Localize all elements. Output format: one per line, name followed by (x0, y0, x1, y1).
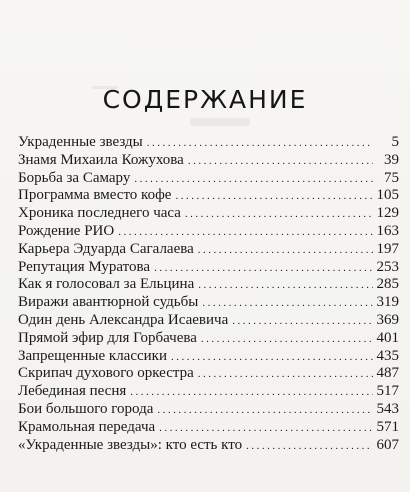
dot-leader (198, 366, 373, 384)
dot-leader (246, 438, 372, 456)
page-title: СОДЕРЖАНИЕ (102, 84, 308, 114)
toc-entry (18, 437, 399, 455)
toc-entry-title: Рождение РИО (18, 222, 115, 239)
dot-leader (175, 188, 372, 206)
toc-entry-title: Украденные звезды (18, 134, 143, 150)
toc-entry (18, 187, 399, 205)
toc-entry-page-number: 571 (376, 418, 399, 435)
dot-leader (134, 171, 373, 189)
dot-leader (171, 349, 373, 367)
toc-entry (18, 223, 399, 241)
toc-entry (18, 134, 399, 152)
toc-entry-page-number: 129 (376, 205, 399, 222)
toc-entry-title: Скрипач духового оркестра (18, 365, 194, 382)
toc-entry-title: Крамольная передача (18, 418, 156, 435)
toc-entry-title: Программа вместо кофе (18, 187, 172, 204)
toc-entry-page-number: 285 (376, 276, 399, 293)
dot-leader (198, 242, 373, 260)
toc-entry-page-number: 39 (384, 151, 399, 168)
toc-entry (18, 383, 399, 401)
toc-entry-page-number: 401 (376, 329, 399, 346)
toc-entry-title: Как я голосовал за Ельцина (18, 276, 195, 293)
toc-entry-title: Лебединая песня (18, 383, 127, 400)
toc-entry-page-number: 319 (376, 294, 399, 311)
dot-leader (154, 260, 372, 278)
toc-entry-page-number: 517 (376, 383, 399, 400)
bleed-through-mark (190, 118, 250, 126)
toc-entry (18, 152, 399, 170)
toc-entry (18, 365, 399, 383)
toc-entry (18, 330, 399, 348)
toc-entry-title: Хроника последнего часа (18, 205, 181, 222)
dot-leader (157, 402, 372, 420)
toc-entry-title: Репутация Муратова (18, 258, 151, 275)
toc-entry (18, 259, 399, 277)
toc-entry-page-number: 163 (376, 222, 399, 239)
toc-entry (18, 241, 399, 259)
toc-entry-page-number: 253 (376, 258, 399, 275)
toc-entry-page-number: 105 (376, 187, 399, 204)
toc-entry-title: Один день Александра Исаевича (18, 311, 229, 328)
dot-leader (198, 277, 372, 295)
toc-entry (18, 276, 399, 294)
dot-leader (188, 153, 373, 171)
table-of-contents (18, 134, 399, 454)
dot-leader (118, 224, 372, 242)
toc-entry-title: Виражи авантюрной судьбы (18, 294, 199, 311)
toc-entry (18, 401, 399, 419)
dot-leader (185, 206, 373, 224)
toc-entry-title: «Украденные звезды»: кто есть кто (18, 436, 243, 453)
toc-entry-page-number: 5 (391, 134, 399, 150)
toc-entry (18, 348, 399, 366)
toc-entry-page-number: 607 (376, 436, 399, 453)
toc-entry (18, 170, 399, 188)
dot-leader (159, 420, 372, 438)
toc-entry-page-number: 435 (376, 347, 399, 364)
toc-entry-title: Борьба за Самару (18, 169, 131, 186)
toc-entry (18, 419, 399, 437)
dot-leader (147, 135, 373, 153)
toc-entry-page-number: 369 (376, 311, 399, 328)
toc-entry-title: Знамя Михаила Кожухова (18, 151, 184, 168)
dot-leader (202, 295, 372, 313)
dot-leader (130, 384, 372, 402)
toc-entry-title: Бои большого города (18, 400, 154, 417)
toc-entry-page-number: 543 (376, 400, 399, 417)
toc-entry (18, 205, 399, 223)
toc-entry-page-number: 197 (376, 240, 399, 257)
toc-entry-page-number: 75 (384, 169, 399, 186)
toc-entry-title: Прямой эфир для Горбачева (18, 329, 197, 346)
dot-leader (201, 331, 373, 349)
toc-entry-page-number: 487 (376, 365, 399, 382)
toc-entry-title: Запрещенные классики (18, 347, 167, 364)
toc-entry-title: Карьера Эдуарда Сагалаева (18, 240, 194, 257)
dot-leader (232, 313, 372, 331)
toc-entry (18, 312, 399, 330)
toc-entry (18, 294, 399, 312)
